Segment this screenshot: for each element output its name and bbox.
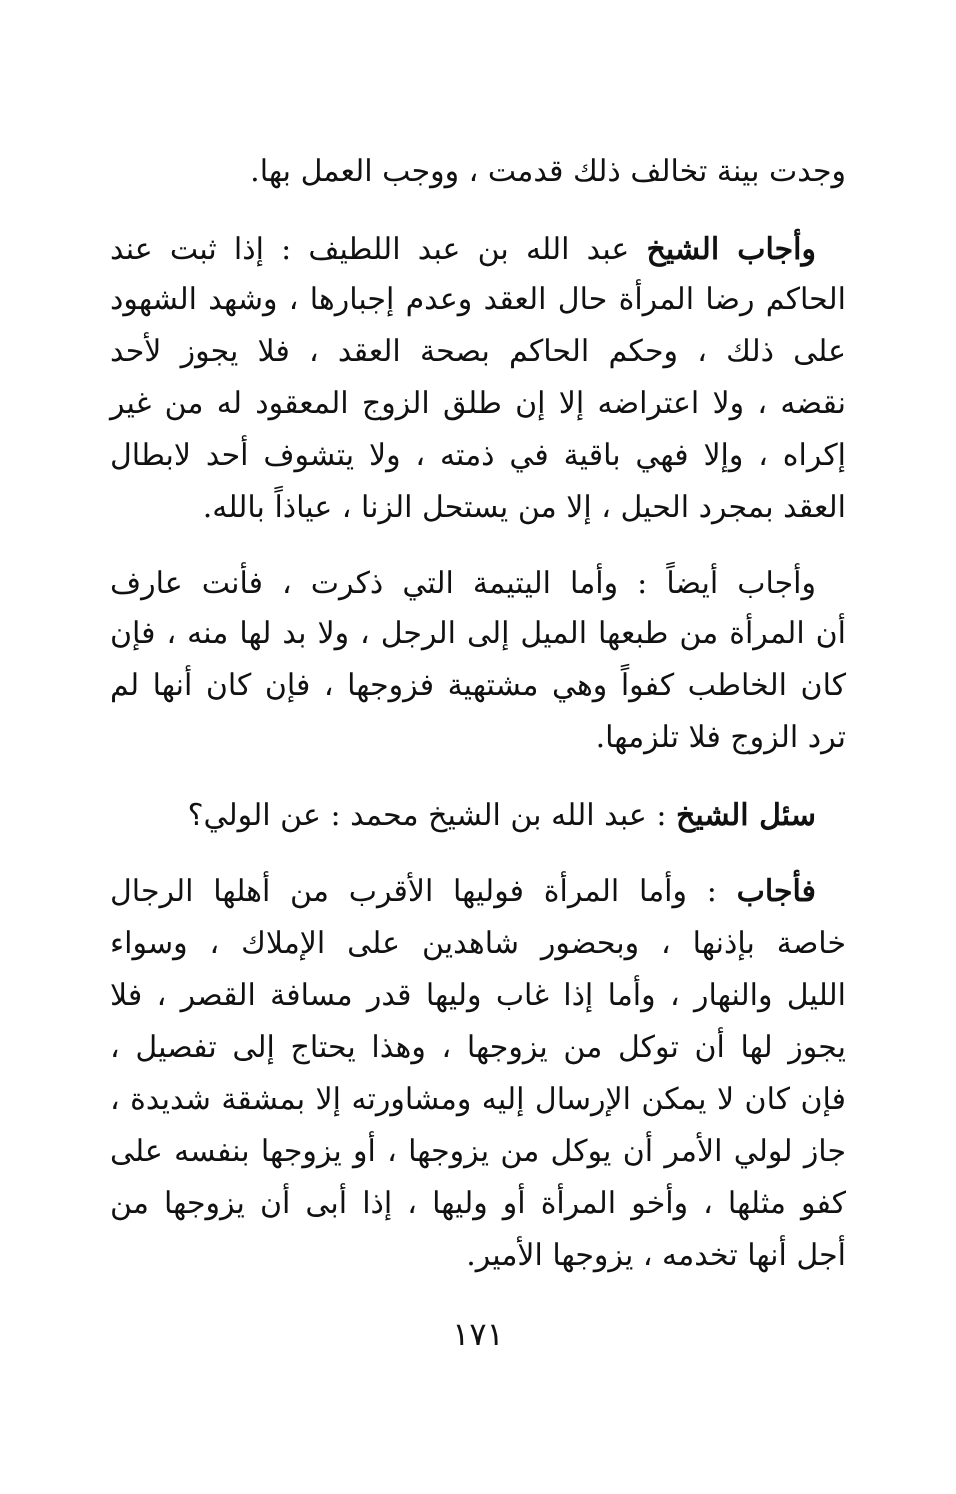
paragraph-lead-text: عبد الله بن عبد اللطيف : إذا ثبت عند	[110, 232, 647, 267]
text-line: الحاكم رضا المرأة حال العقد وعدم إجبارها ، وشهد الشهود	[110, 282, 846, 317]
text-line: على ذلك ، وحكم الحاكم بصحة العقد ، فلا يجوز لأحد	[110, 334, 846, 369]
text-line: العقد بمجرد الحيل ، إلا من يستحل الزنا ، عياذاً بالله.	[202, 490, 846, 525]
paragraph-lead-line	[110, 230, 816, 270]
text-line: ترد الزوج فلا تلزمها.	[595, 720, 846, 755]
paragraph-lead-text: : وأما المرأة فوليها الأقرب من أهلها الرجال	[110, 874, 737, 909]
text-line: إكراه ، وإلا فهي باقية في ذمته ، ولا يتشوف أحد لابطال	[110, 438, 846, 473]
text-line: أجل أنها تخدمه ، يزوجها الأمير.	[466, 1238, 846, 1273]
text-line: كفو مثلها ، وأخو المرأة أو وليها ، إذا أبى أن يزوجها من	[110, 1186, 846, 1221]
paragraph-lead-line	[110, 872, 816, 912]
text-line: خاصة بإذنها ، وبحضور شاهدين على الإملاك ، وسواء	[110, 926, 846, 961]
text-line: جاز لولي الأمر أن يوكل من يزوجها ، أو يزوجها بنفسه على	[110, 1134, 846, 1169]
page-number: ١٧١	[452, 1315, 504, 1353]
text-line: كان الخاطب كفواً وهي مشتهية فزوجها ، فإن كان أنها لم	[110, 668, 846, 703]
text-line: الليل والنهار ، وأما إذا غاب وليها قدر مسافة القصر ، فلا	[110, 978, 846, 1013]
question-text: : عبد الله بن الشيخ محمد : عن الولي؟	[187, 798, 676, 833]
answer-label: فأجاب	[736, 874, 816, 909]
text-line: أن المرأة من طبعها الميل إلى الرجل ، ولا بد لها منه ، فإن	[110, 616, 846, 651]
paragraph-first-line: وأجاب أيضاً : وأما اليتيمة التي ذكرت ، فأنت عارف	[110, 566, 816, 601]
text-line: وجدت بينة تخالف ذلك قدمت ، ووجب العمل بها.	[250, 154, 846, 189]
speaker-label: سئل الشيخ	[675, 798, 816, 833]
question-line	[110, 796, 816, 836]
text-line: فإن كان لا يمكن الإرسال إليه ومشاورته إلا بمشقة شديدة ،	[110, 1082, 846, 1117]
speaker-label: وأجاب الشيخ	[646, 232, 816, 267]
text-line: نقضه ، ولا اعتراضه إلا إن طلق الزوج المعقود له من غير	[110, 386, 846, 421]
text-line: يجوز لها أن توكل من يزوجها ، وهذا يحتاج إلى تفصيل ،	[110, 1030, 846, 1065]
